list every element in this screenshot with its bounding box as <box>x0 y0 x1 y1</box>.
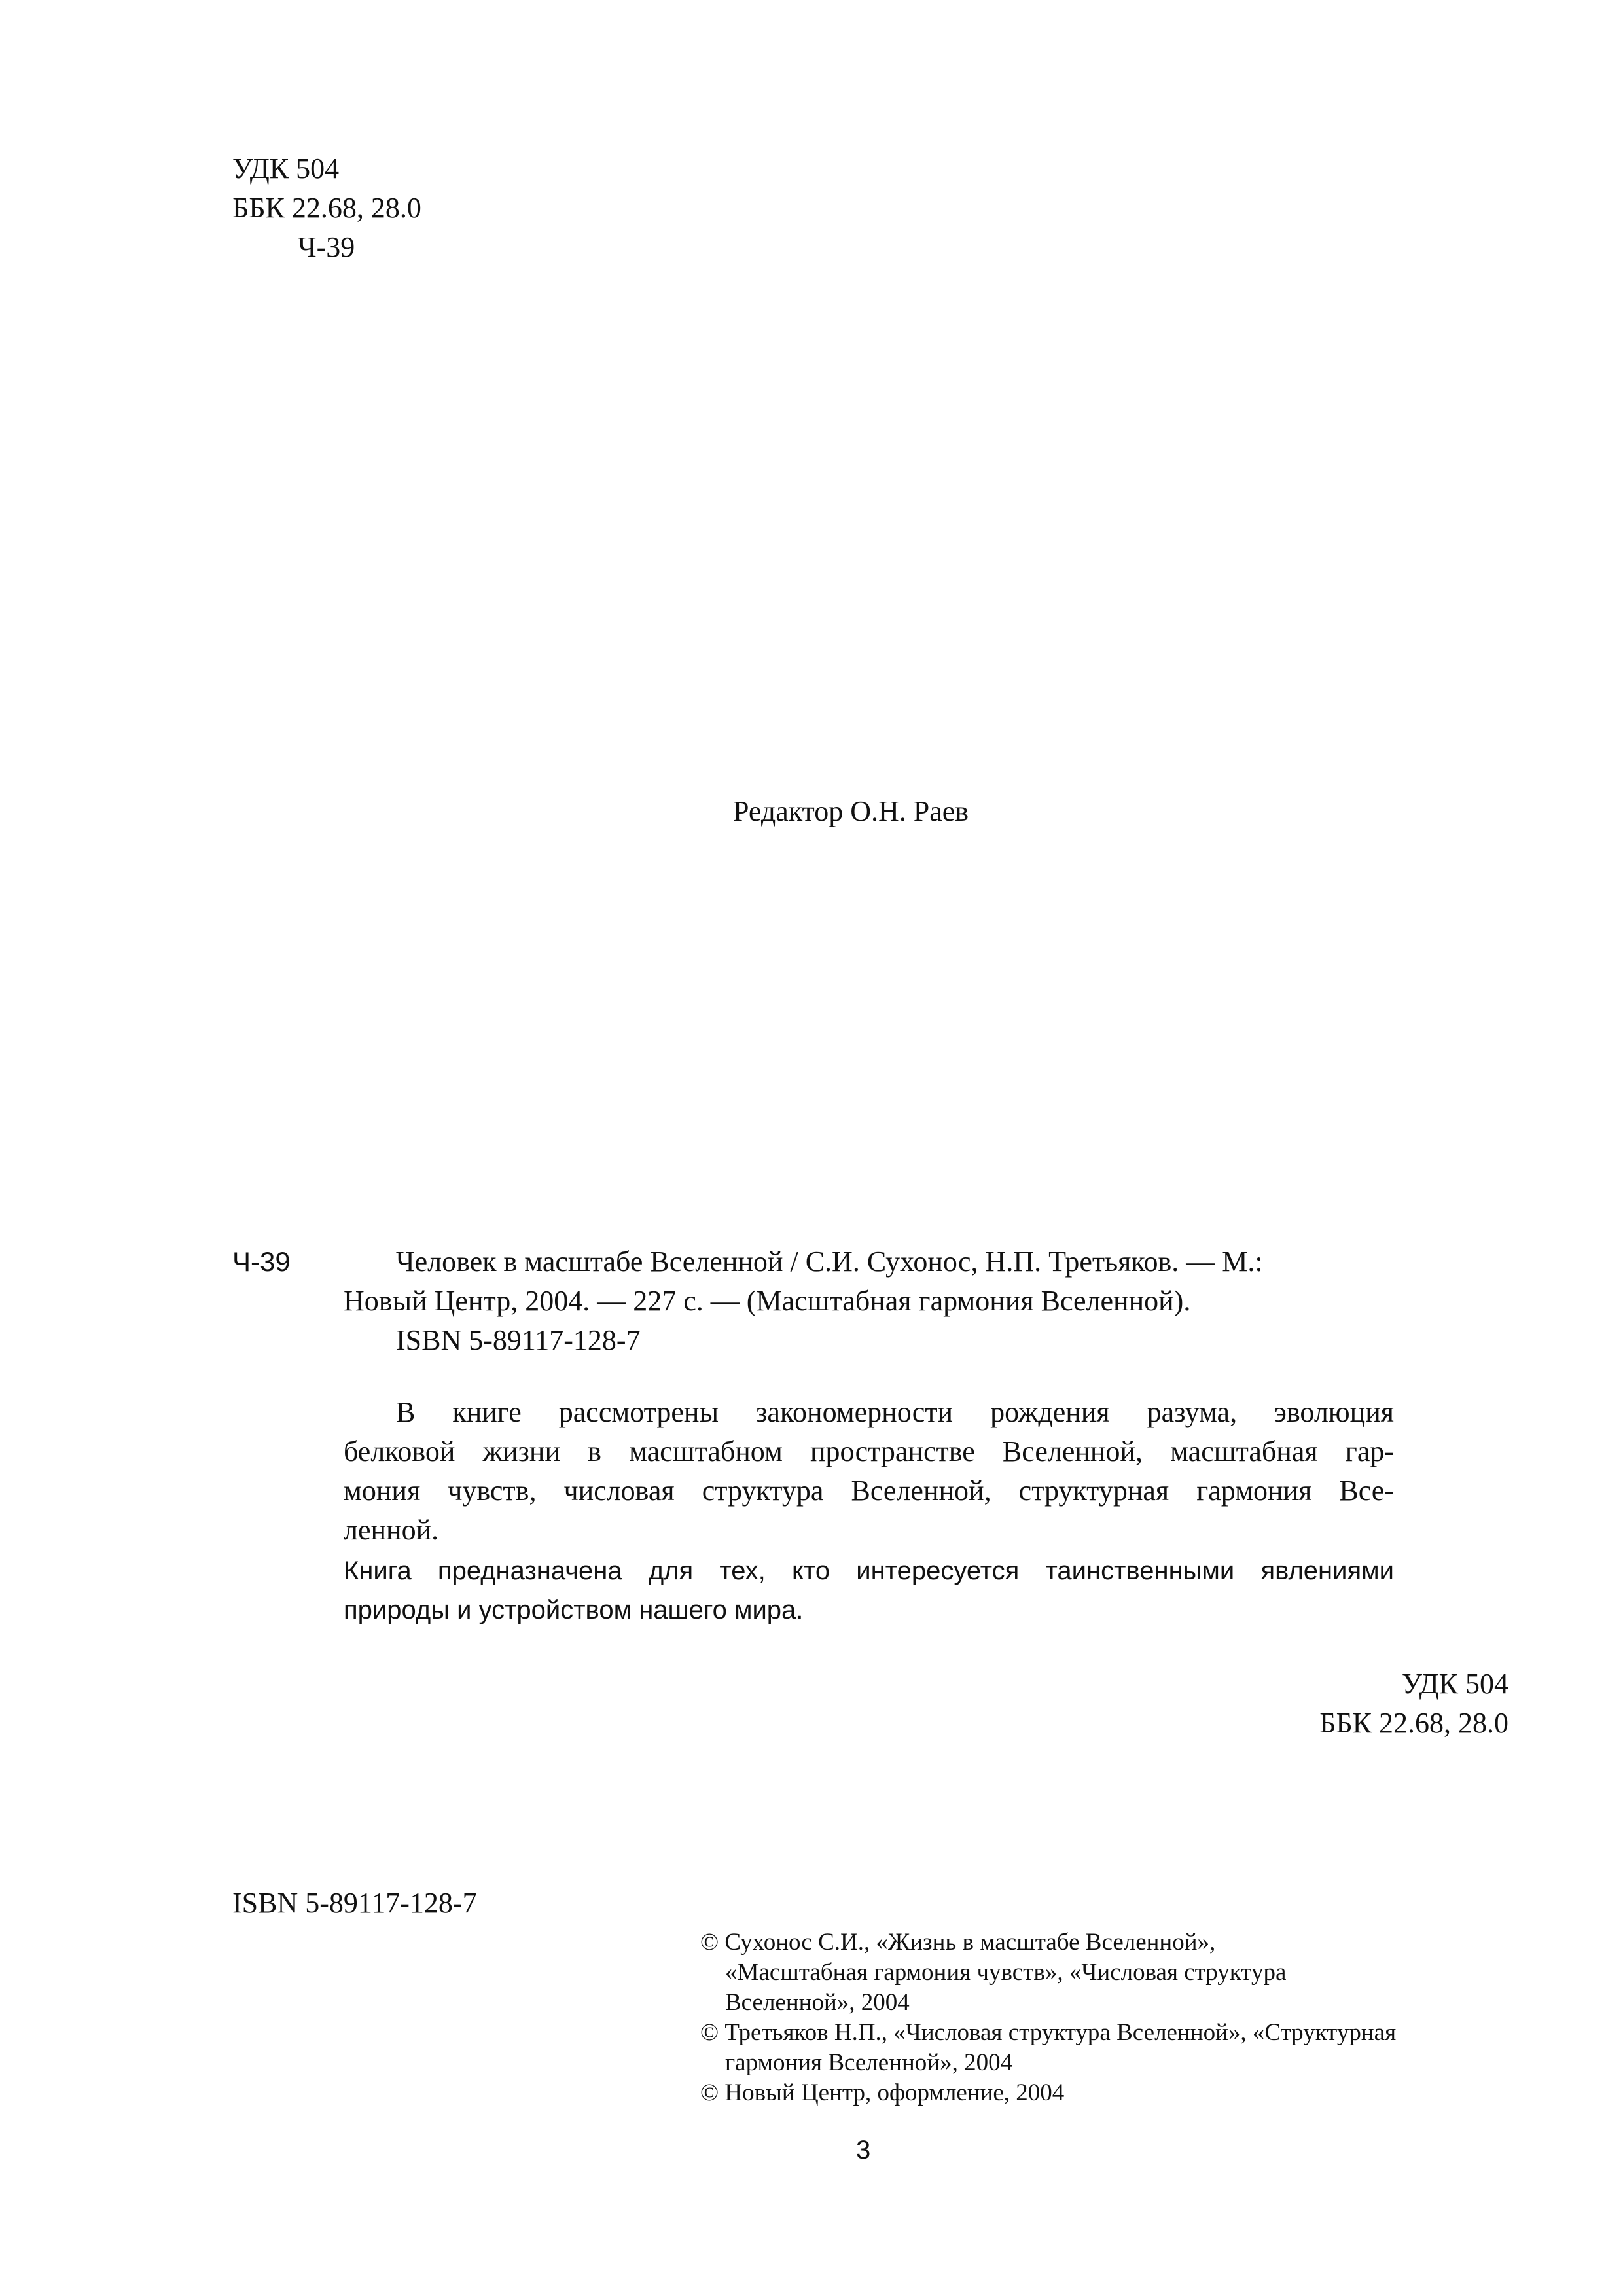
card-entry-line-1: Человек в масштабе Вселенной / С.И. Сухонос, Н.П. Третьяков. — М.: <box>396 1246 1263 1278</box>
page-number: 3 <box>856 2136 871 2164</box>
bottom-isbn: ISBN 5-89117-128-7 <box>232 1887 477 1919</box>
editor-line: Редактор О.Н. Раев <box>733 795 969 827</box>
abstract-line-2: белковой жизни в масштабном пространстве Вселенной, масштабная гар- <box>344 1435 1394 1467</box>
card-bbk: ББК 22.68, 28.0 <box>1319 1707 1508 1739</box>
audience-line-2: природы и устройством нашего мира. <box>344 1596 804 1624</box>
copyright-line-4: © Третьяков Н.П., «Числовая структура Вселенной», «Структурная <box>700 2019 1397 2046</box>
copyright-line-5: гармония Вселенной», 2004 <box>725 2049 1013 2076</box>
abstract-line-1: В книге рассмотрены закономерности рождения разума, эволюция <box>396 1396 1394 1428</box>
top-bbk: ББК 22.68, 28.0 <box>232 192 421 224</box>
card-entry-line-2: Новый Центр, 2004. — 227 с. — (Масштабная гармония Вселенной). <box>344 1285 1191 1317</box>
copyright-line-3: Вселенной», 2004 <box>725 1989 910 2016</box>
copyright-line-2: «Масштабная гармония чувств», «Числовая структура <box>725 1959 1287 1986</box>
abstract-line-4: ленной. <box>344 1514 439 1546</box>
card-isbn: ISBN 5-89117-128-7 <box>396 1324 641 1356</box>
audience-line-1: Книга предназначена для тех, кто интересуется таинственными явлениями <box>344 1556 1394 1585</box>
abstract-line-3: мония чувств, числовая структура Вселенной, структурная гармония Все- <box>344 1475 1394 1507</box>
card-udk: УДК 504 <box>1401 1668 1508 1700</box>
card-author-mark: Ч-39 <box>232 1246 291 1277</box>
copyright-line-1: © Сухонос С.И., «Жизнь в масштабе Вселенной», <box>700 1929 1216 1956</box>
top-author-mark: Ч-39 <box>298 231 355 263</box>
copyright-line-6: © Новый Центр, оформление, 2004 <box>700 2079 1065 2106</box>
top-udk: УДК 504 <box>232 152 340 185</box>
